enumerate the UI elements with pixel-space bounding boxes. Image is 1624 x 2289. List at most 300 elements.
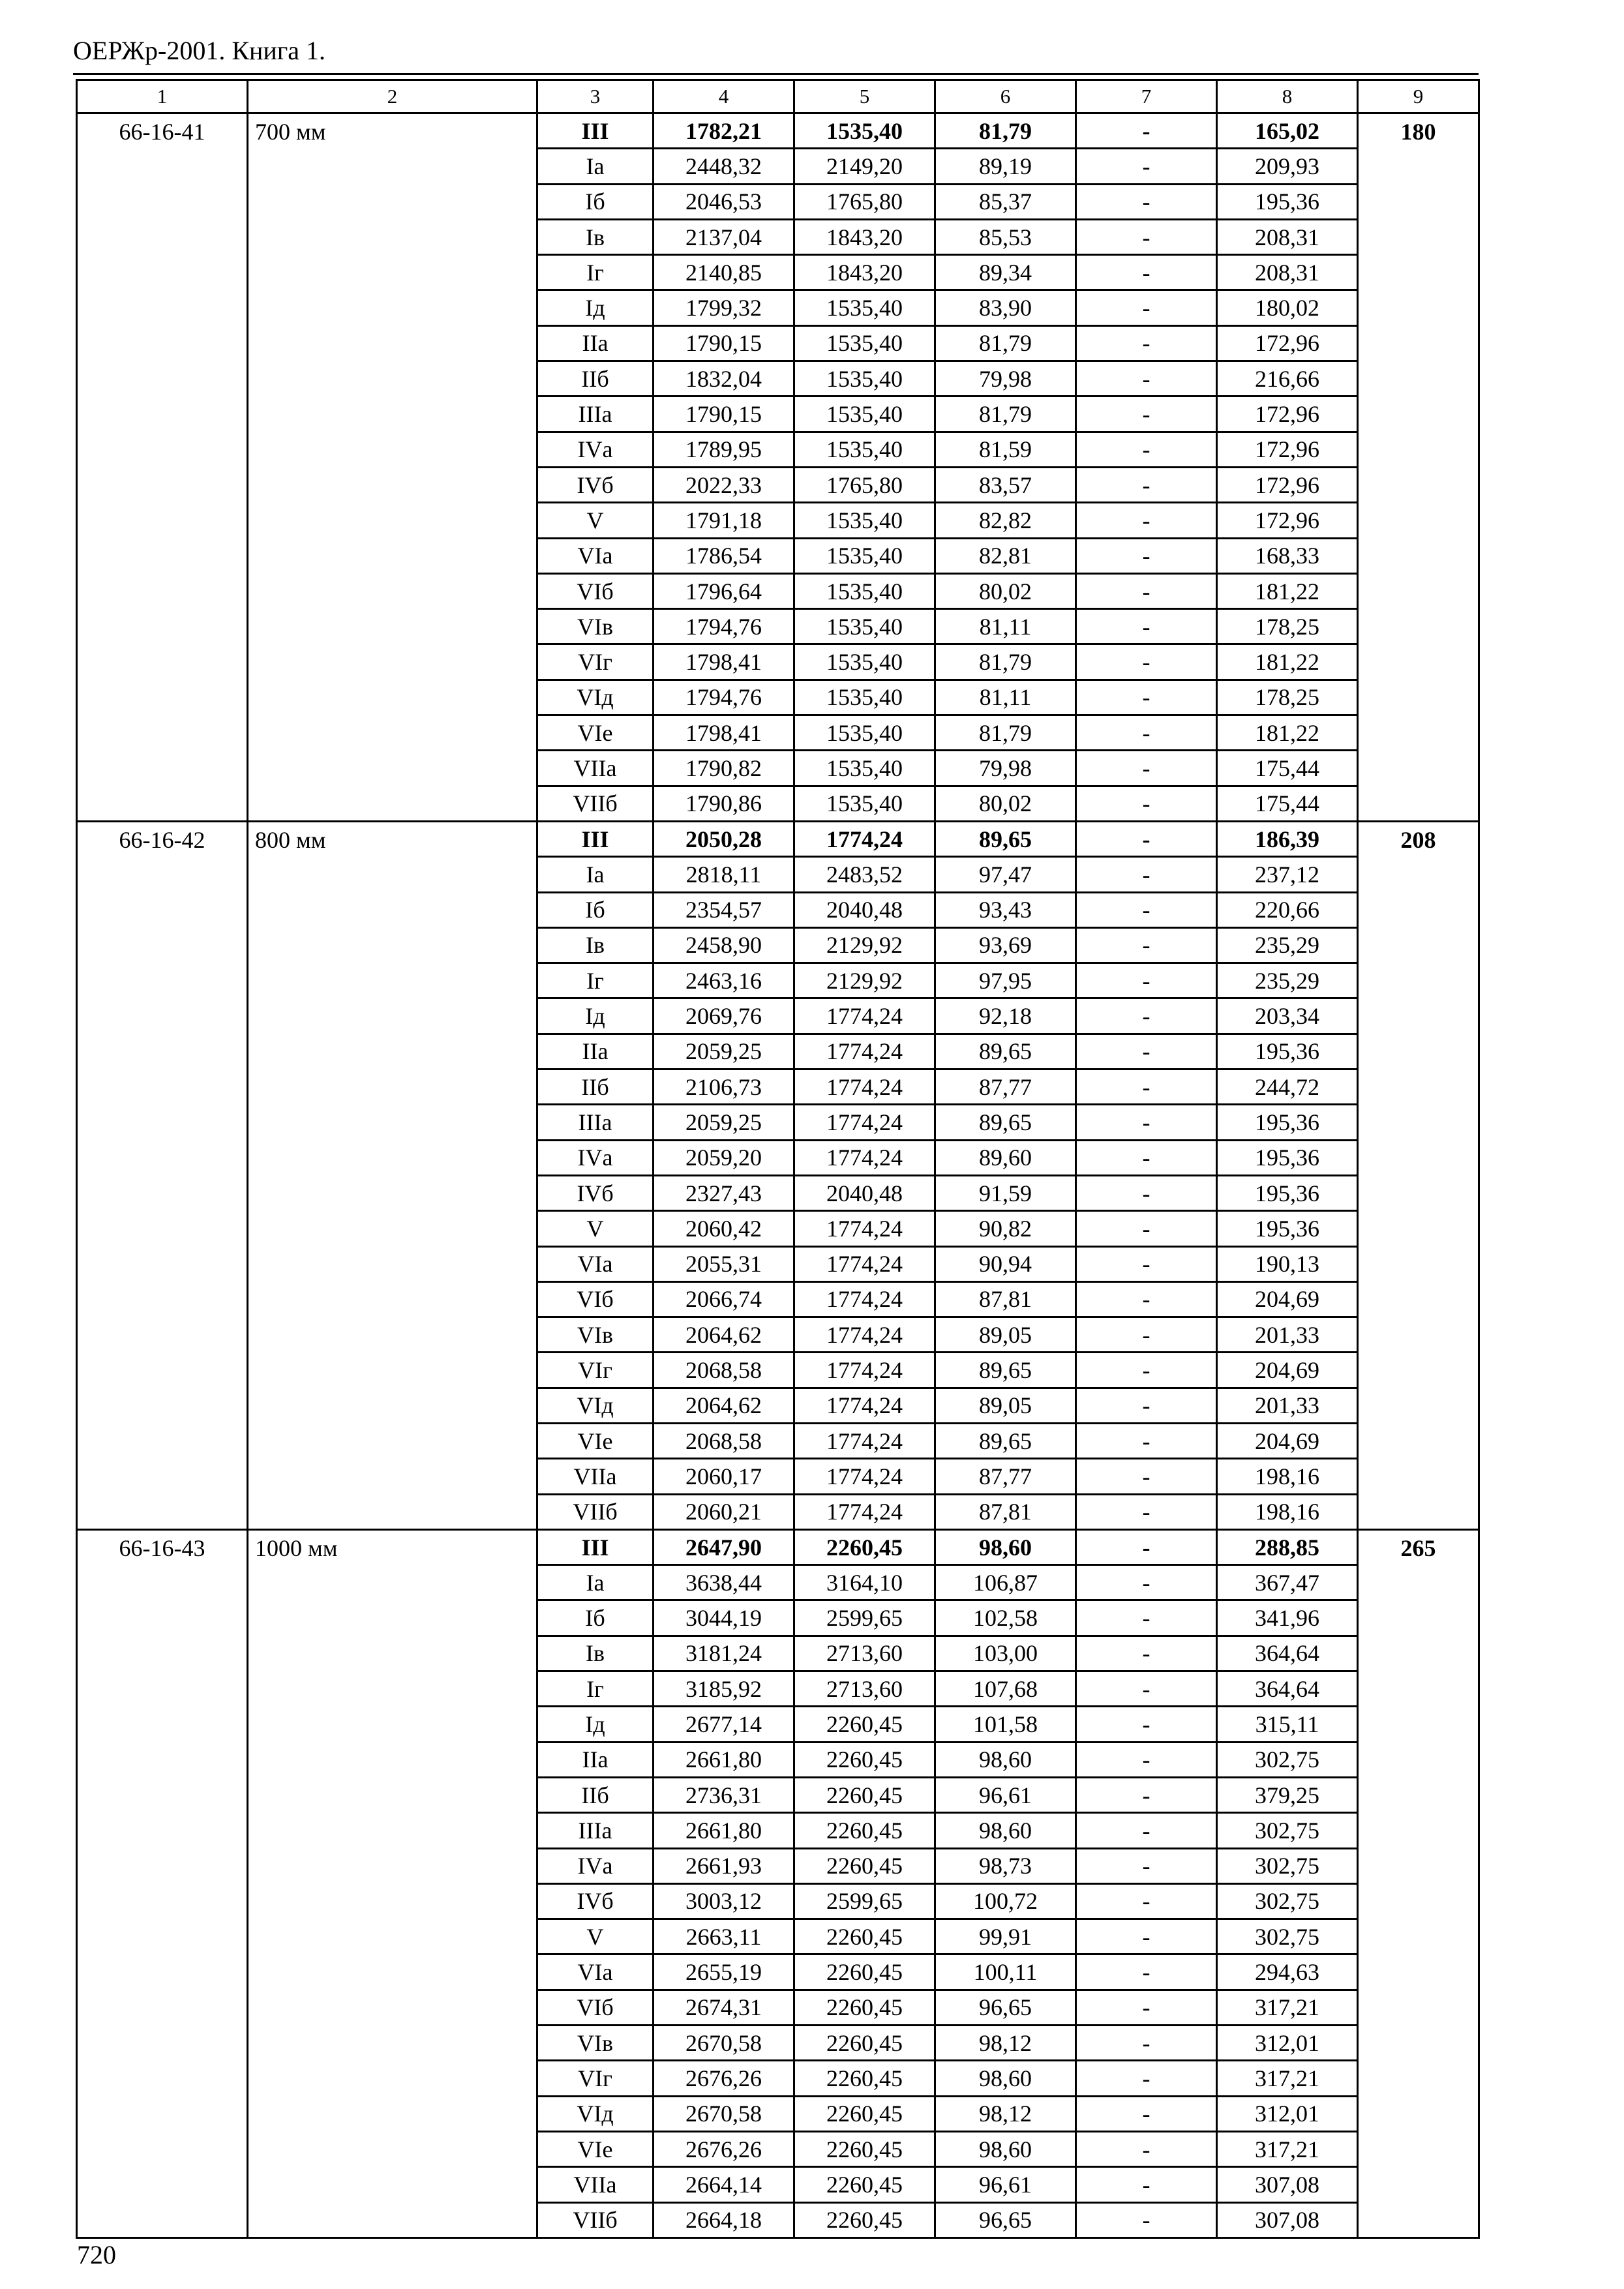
machine-cost-cell: 90,82: [935, 1211, 1076, 1246]
machine-cost-cell: 85,53: [935, 219, 1076, 254]
driver-wage-cell: -: [1076, 1707, 1217, 1742]
materials-cell: 172,96: [1217, 432, 1358, 467]
wage-cell: 2599,65: [794, 1883, 935, 1919]
wage-cell: 2040,48: [794, 1175, 935, 1210]
machine-cost-cell: 89,19: [935, 149, 1076, 184]
driver-wage-cell: -: [1076, 1034, 1217, 1069]
total-cost-cell: 1790,15: [654, 325, 794, 361]
wage-cell: 2260,45: [794, 2202, 935, 2237]
materials-cell: 312,01: [1217, 2026, 1358, 2061]
machine-cost-cell: 81,79: [935, 325, 1076, 361]
total-cost-cell: 1798,41: [654, 715, 794, 751]
materials-cell: 195,36: [1217, 1140, 1358, 1175]
materials-cell: 172,96: [1217, 503, 1358, 538]
materials-cell: 302,75: [1217, 1919, 1358, 1954]
machine-cost-cell: 83,90: [935, 290, 1076, 325]
materials-cell: 312,01: [1217, 2096, 1358, 2131]
zone-cell: IVб: [537, 467, 654, 502]
total-cost-cell: 2736,31: [654, 1777, 794, 1812]
wage-cell: 1535,40: [794, 609, 935, 644]
wage-cell: 2260,45: [794, 2167, 935, 2202]
zone-cell: VIIб: [537, 2202, 654, 2237]
wage-cell: 2599,65: [794, 1600, 935, 1636]
machine-cost-cell: 107,68: [935, 1671, 1076, 1707]
zone-cell: III: [537, 113, 654, 149]
total-cost-cell: 2661,80: [654, 1742, 794, 1777]
machine-cost-cell: 81,79: [935, 396, 1076, 432]
zone-cell: Iг: [537, 255, 654, 290]
driver-wage-cell: -: [1076, 1211, 1217, 1246]
materials-cell: 220,66: [1217, 892, 1358, 927]
wage-cell: 2260,45: [794, 1990, 935, 2025]
driver-wage-cell: -: [1076, 1317, 1217, 1353]
total-cost-cell: 2066,74: [654, 1281, 794, 1317]
table-row: [77, 821, 1479, 856]
total-cost-cell: 3185,92: [654, 1671, 794, 1707]
wage-cell: 1774,24: [794, 1211, 935, 1246]
machine-cost-cell: 79,98: [935, 751, 1076, 786]
wage-cell: 2260,45: [794, 1954, 935, 1990]
wage-cell: 1774,24: [794, 1281, 935, 1317]
total-cost-cell: 1782,21: [654, 113, 794, 149]
materials-cell: 175,44: [1217, 751, 1358, 786]
materials-cell: 367,47: [1217, 1565, 1358, 1600]
materials-cell: 198,16: [1217, 1459, 1358, 1494]
driver-wage-cell: -: [1076, 255, 1217, 290]
page-header-title: ОЕРЖр-2001. Книга 1.: [73, 36, 325, 65]
wage-cell: 1535,40: [794, 290, 935, 325]
page-number: 720: [77, 2240, 116, 2269]
zone-cell: Iа: [537, 1565, 654, 1600]
machine-cost-cell: 80,02: [935, 573, 1076, 608]
total-cost-cell: 2661,80: [654, 1813, 794, 1848]
total-cost-cell: 2676,26: [654, 2131, 794, 2166]
machine-cost-cell: 87,77: [935, 1459, 1076, 1494]
total-cost-cell: 3638,44: [654, 1565, 794, 1600]
machine-cost-cell: 89,65: [935, 1353, 1076, 1388]
materials-cell: 204,69: [1217, 1353, 1358, 1388]
driver-wage-cell: -: [1076, 715, 1217, 751]
driver-wage-cell: -: [1076, 1459, 1217, 1494]
wage-cell: 2260,45: [794, 2061, 935, 2096]
machine-cost-cell: 102,58: [935, 1600, 1076, 1636]
machine-cost-cell: 98,60: [935, 1813, 1076, 1848]
total-cost-cell: 2670,58: [654, 2026, 794, 2061]
materials-cell: 203,34: [1217, 998, 1358, 1034]
driver-wage-cell: -: [1076, 892, 1217, 927]
wage-cell: 1535,40: [794, 538, 935, 573]
wage-cell: 2149,20: [794, 149, 935, 184]
total-cost-cell: 1798,41: [654, 644, 794, 680]
materials-cell: 317,21: [1217, 2061, 1358, 2096]
machine-cost-cell: 100,11: [935, 1954, 1076, 1990]
wage-cell: 1843,20: [794, 219, 935, 254]
driver-wage-cell: -: [1076, 2167, 1217, 2202]
column-number: 2: [248, 80, 537, 113]
total-cost-cell: 2663,11: [654, 1919, 794, 1954]
machine-cost-cell: 101,58: [935, 1707, 1076, 1742]
zone-cell: IIIа: [537, 396, 654, 432]
total-cost-cell: 1789,95: [654, 432, 794, 467]
materials-cell: 315,11: [1217, 1707, 1358, 1742]
wage-cell: 2260,45: [794, 2131, 935, 2166]
total-cost-cell: 2060,21: [654, 1494, 794, 1529]
machine-cost-cell: 81,79: [935, 113, 1076, 149]
machine-cost-cell: 82,82: [935, 503, 1076, 538]
wage-cell: 2260,45: [794, 1919, 935, 1954]
wage-cell: 1535,40: [794, 680, 935, 715]
machine-cost-cell: 103,00: [935, 1636, 1076, 1671]
zone-cell: VIг: [537, 1353, 654, 1388]
zone-cell: VIе: [537, 715, 654, 751]
machine-cost-cell: 106,87: [935, 1565, 1076, 1600]
zone-cell: VIа: [537, 538, 654, 573]
materials-cell: 294,63: [1217, 1954, 1358, 1990]
machine-cost-cell: 93,69: [935, 927, 1076, 963]
materials-cell: 302,75: [1217, 1742, 1358, 1777]
zone-cell: IVа: [537, 432, 654, 467]
machine-cost-cell: 90,94: [935, 1246, 1076, 1281]
materials-cell: 364,64: [1217, 1671, 1358, 1707]
zone-cell: VIа: [537, 1246, 654, 1281]
total-cost-cell: 1791,18: [654, 503, 794, 538]
column-number: 8: [1217, 80, 1358, 113]
driver-wage-cell: -: [1076, 538, 1217, 573]
zone-cell: III: [537, 1529, 654, 1564]
driver-wage-cell: -: [1076, 1742, 1217, 1777]
materials-cell: 178,25: [1217, 609, 1358, 644]
machine-cost-cell: 96,65: [935, 1990, 1076, 2025]
wage-cell: 1774,24: [794, 1140, 935, 1175]
machine-cost-cell: 81,79: [935, 715, 1076, 751]
wage-cell: 2260,45: [794, 1742, 935, 1777]
driver-wage-cell: -: [1076, 1353, 1217, 1388]
materials-cell: 190,13: [1217, 1246, 1358, 1281]
total-cost-cell: 2664,18: [654, 2202, 794, 2237]
machine-cost-cell: 89,65: [935, 1034, 1076, 1069]
total-cost-cell: 2661,93: [654, 1848, 794, 1883]
total-cost-cell: 2068,58: [654, 1423, 794, 1458]
wage-cell: 2260,45: [794, 1707, 935, 1742]
materials-cell: 195,36: [1217, 1211, 1358, 1246]
total-cost-cell: 1796,64: [654, 573, 794, 608]
zone-cell: VIг: [537, 2061, 654, 2096]
materials-cell: 201,33: [1217, 1388, 1358, 1423]
driver-wage-cell: -: [1076, 1813, 1217, 1848]
column-number: 5: [794, 80, 935, 113]
wage-cell: 2260,45: [794, 2026, 935, 2061]
machine-cost-cell: 82,81: [935, 538, 1076, 573]
zone-cell: VIа: [537, 1954, 654, 1990]
wage-cell: 1535,40: [794, 644, 935, 680]
driver-wage-cell: -: [1076, 1423, 1217, 1458]
materials-cell: 165,02: [1217, 113, 1358, 149]
wage-cell: 1774,24: [794, 1494, 935, 1529]
wage-cell: 1535,40: [794, 786, 935, 821]
driver-wage-cell: -: [1076, 1600, 1217, 1636]
total-cost-cell: 2060,17: [654, 1459, 794, 1494]
driver-wage-cell: -: [1076, 1565, 1217, 1600]
materials-cell: 195,36: [1217, 184, 1358, 219]
materials-cell: 341,96: [1217, 1600, 1358, 1636]
wage-cell: 2129,92: [794, 927, 935, 963]
materials-cell: 208,31: [1217, 219, 1358, 254]
zone-cell: Iб: [537, 892, 654, 927]
total-cost-cell: 2106,73: [654, 1070, 794, 1105]
total-cost-cell: 2327,43: [654, 1175, 794, 1210]
materials-cell: 302,75: [1217, 1813, 1358, 1848]
zone-cell: Iг: [537, 963, 654, 998]
total-cost-cell: 2069,76: [654, 998, 794, 1034]
materials-cell: 216,66: [1217, 361, 1358, 396]
wage-cell: 2129,92: [794, 963, 935, 998]
driver-wage-cell: -: [1076, 821, 1217, 856]
machine-cost-cell: 89,60: [935, 1140, 1076, 1175]
total-cost-cell: 2664,14: [654, 2167, 794, 2202]
zone-cell: IVа: [537, 1140, 654, 1175]
machine-cost-cell: 87,81: [935, 1494, 1076, 1529]
wage-cell: 1774,24: [794, 1105, 935, 1140]
total-cost-cell: 2140,85: [654, 255, 794, 290]
wage-cell: 1535,40: [794, 715, 935, 751]
materials-cell: 307,08: [1217, 2167, 1358, 2202]
wage-cell: 2260,45: [794, 1777, 935, 1812]
rate-name: 1000 мм: [248, 1529, 537, 2237]
column-number-row: [77, 80, 1479, 113]
zone-cell: IIб: [537, 1070, 654, 1105]
machine-cost-cell: 93,43: [935, 892, 1076, 927]
driver-wage-cell: -: [1076, 149, 1217, 184]
driver-wage-cell: -: [1076, 2026, 1217, 2061]
wage-cell: 1843,20: [794, 255, 935, 290]
zone-cell: VIб: [537, 573, 654, 608]
machine-cost-cell: 89,65: [935, 1105, 1076, 1140]
driver-wage-cell: -: [1076, 1529, 1217, 1564]
driver-wage-cell: -: [1076, 1919, 1217, 1954]
machine-cost-cell: 81,11: [935, 680, 1076, 715]
machine-cost-cell: 98,73: [935, 1848, 1076, 1883]
materials-cell: 195,36: [1217, 1175, 1358, 1210]
zone-cell: VIг: [537, 644, 654, 680]
total-cost-cell: 2674,31: [654, 1990, 794, 2025]
materials-cell: 181,22: [1217, 573, 1358, 608]
machine-cost-cell: 89,05: [935, 1317, 1076, 1353]
materials-cell: 204,69: [1217, 1281, 1358, 1317]
wage-cell: 1774,24: [794, 1070, 935, 1105]
wage-cell: 2483,52: [794, 857, 935, 892]
materials-cell: 208,31: [1217, 255, 1358, 290]
driver-wage-cell: -: [1076, 680, 1217, 715]
total-cost-cell: 1832,04: [654, 361, 794, 396]
driver-wage-cell: -: [1076, 1175, 1217, 1210]
wage-cell: 3164,10: [794, 1565, 935, 1600]
driver-wage-cell: -: [1076, 927, 1217, 963]
total-cost-cell: 1794,76: [654, 680, 794, 715]
zone-cell: VIIб: [537, 786, 654, 821]
wage-cell: 1774,24: [794, 1246, 935, 1281]
wage-cell: 1774,24: [794, 1388, 935, 1423]
materials-cell: 181,22: [1217, 715, 1358, 751]
wage-cell: 1774,24: [794, 1317, 935, 1353]
zone-cell: Iб: [537, 184, 654, 219]
materials-cell: 168,33: [1217, 538, 1358, 573]
labor-cost-cell: 265: [1358, 1529, 1479, 2237]
machine-cost-cell: 89,05: [935, 1388, 1076, 1423]
total-cost-cell: 2055,31: [654, 1246, 794, 1281]
zone-cell: VIIа: [537, 751, 654, 786]
wage-cell: 1774,24: [794, 1353, 935, 1388]
zone-cell: VIIа: [537, 1459, 654, 1494]
total-cost-cell: 3003,12: [654, 1883, 794, 1919]
column-number: 4: [654, 80, 794, 113]
rate-code: 66-16-41: [77, 113, 248, 822]
materials-cell: 175,44: [1217, 786, 1358, 821]
zone-cell: Iд: [537, 1707, 654, 1742]
materials-cell: 317,21: [1217, 1990, 1358, 2025]
zone-cell: IIIа: [537, 1813, 654, 1848]
column-number: 9: [1358, 80, 1479, 113]
driver-wage-cell: -: [1076, 325, 1217, 361]
wage-cell: 2260,45: [794, 1529, 935, 1564]
total-cost-cell: 2059,25: [654, 1105, 794, 1140]
wage-cell: 2260,45: [794, 1813, 935, 1848]
driver-wage-cell: -: [1076, 786, 1217, 821]
driver-wage-cell: -: [1076, 2061, 1217, 2096]
total-cost-cell: 2064,62: [654, 1388, 794, 1423]
zone-cell: V: [537, 1919, 654, 1954]
materials-cell: 364,64: [1217, 1636, 1358, 1671]
wage-cell: 1774,24: [794, 1423, 935, 1458]
driver-wage-cell: -: [1076, 432, 1217, 467]
rate-name: 700 мм: [248, 113, 537, 822]
zone-cell: Iа: [537, 857, 654, 892]
column-number: 1: [77, 80, 248, 113]
materials-cell: 181,22: [1217, 644, 1358, 680]
machine-cost-cell: 99,91: [935, 1919, 1076, 1954]
total-cost-cell: 2046,53: [654, 184, 794, 219]
zone-cell: Iд: [537, 998, 654, 1034]
zone-cell: V: [537, 1211, 654, 1246]
driver-wage-cell: -: [1076, 1990, 1217, 2025]
rates-table: [76, 79, 1480, 2239]
driver-wage-cell: -: [1076, 2096, 1217, 2131]
zone-cell: VIд: [537, 2096, 654, 2131]
wage-cell: 1535,40: [794, 432, 935, 467]
materials-cell: 172,96: [1217, 467, 1358, 502]
total-cost-cell: 2137,04: [654, 219, 794, 254]
driver-wage-cell: -: [1076, 184, 1217, 219]
total-cost-cell: 2458,90: [654, 927, 794, 963]
total-cost-cell: 2068,58: [654, 1353, 794, 1388]
machine-cost-cell: 89,65: [935, 821, 1076, 856]
wage-cell: 1535,40: [794, 361, 935, 396]
zone-cell: VIб: [537, 1990, 654, 2025]
driver-wage-cell: -: [1076, 751, 1217, 786]
zone-cell: IIа: [537, 325, 654, 361]
total-cost-cell: 2050,28: [654, 821, 794, 856]
driver-wage-cell: -: [1076, 2202, 1217, 2237]
machine-cost-cell: 87,77: [935, 1070, 1076, 1105]
driver-wage-cell: -: [1076, 963, 1217, 998]
machine-cost-cell: 97,47: [935, 857, 1076, 892]
zone-cell: IVа: [537, 1848, 654, 1883]
total-cost-cell: 2022,33: [654, 467, 794, 502]
rate-name: 800 мм: [248, 821, 537, 1529]
zone-cell: VIд: [537, 680, 654, 715]
header-rule: [73, 73, 1479, 75]
total-cost-cell: 1790,82: [654, 751, 794, 786]
machine-cost-cell: 92,18: [935, 998, 1076, 1034]
machine-cost-cell: 96,65: [935, 2202, 1076, 2237]
zone-cell: Iа: [537, 149, 654, 184]
materials-cell: 235,29: [1217, 963, 1358, 998]
wage-cell: 1774,24: [794, 821, 935, 856]
materials-cell: 172,96: [1217, 396, 1358, 432]
zone-cell: Iг: [537, 1671, 654, 1707]
zone-cell: Iб: [537, 1600, 654, 1636]
driver-wage-cell: -: [1076, 2131, 1217, 2166]
driver-wage-cell: -: [1076, 644, 1217, 680]
zone-cell: VIв: [537, 609, 654, 644]
zone-cell: VIIа: [537, 2167, 654, 2202]
driver-wage-cell: -: [1076, 573, 1217, 608]
labor-cost-cell: 180: [1358, 113, 1479, 822]
machine-cost-cell: 89,34: [935, 255, 1076, 290]
rate-code: 66-16-42: [77, 821, 248, 1529]
total-cost-cell: 2064,62: [654, 1317, 794, 1353]
materials-cell: 244,72: [1217, 1070, 1358, 1105]
driver-wage-cell: -: [1076, 1494, 1217, 1529]
table-row: [77, 1529, 1479, 1564]
driver-wage-cell: -: [1076, 503, 1217, 538]
wage-cell: 1765,80: [794, 467, 935, 502]
total-cost-cell: 1794,76: [654, 609, 794, 644]
total-cost-cell: 2818,11: [654, 857, 794, 892]
machine-cost-cell: 85,37: [935, 184, 1076, 219]
materials-cell: 307,08: [1217, 2202, 1358, 2237]
total-cost-cell: 2463,16: [654, 963, 794, 998]
materials-cell: 195,36: [1217, 1034, 1358, 1069]
wage-cell: 1535,40: [794, 325, 935, 361]
wage-cell: 2040,48: [794, 892, 935, 927]
total-cost-cell: 3181,24: [654, 1636, 794, 1671]
total-cost-cell: 1786,54: [654, 538, 794, 573]
machine-cost-cell: 79,98: [935, 361, 1076, 396]
total-cost-cell: 1799,32: [654, 290, 794, 325]
materials-cell: 317,21: [1217, 2131, 1358, 2166]
zone-cell: Iд: [537, 290, 654, 325]
driver-wage-cell: -: [1076, 1954, 1217, 1990]
zone-cell: IIа: [537, 1034, 654, 1069]
zone-cell: VIв: [537, 2026, 654, 2061]
materials-cell: 237,12: [1217, 857, 1358, 892]
column-number: 6: [935, 80, 1076, 113]
driver-wage-cell: -: [1076, 998, 1217, 1034]
driver-wage-cell: -: [1076, 1636, 1217, 1671]
machine-cost-cell: 81,59: [935, 432, 1076, 467]
machine-cost-cell: 98,60: [935, 1529, 1076, 1564]
wage-cell: 1535,40: [794, 113, 935, 149]
driver-wage-cell: -: [1076, 1671, 1217, 1707]
wage-cell: 1765,80: [794, 184, 935, 219]
driver-wage-cell: -: [1076, 1246, 1217, 1281]
rate-code: 66-16-43: [77, 1529, 248, 2237]
wage-cell: 2713,60: [794, 1636, 935, 1671]
wage-cell: 2713,60: [794, 1671, 935, 1707]
materials-cell: 178,25: [1217, 680, 1358, 715]
total-cost-cell: 2059,25: [654, 1034, 794, 1069]
machine-cost-cell: 97,95: [935, 963, 1076, 998]
